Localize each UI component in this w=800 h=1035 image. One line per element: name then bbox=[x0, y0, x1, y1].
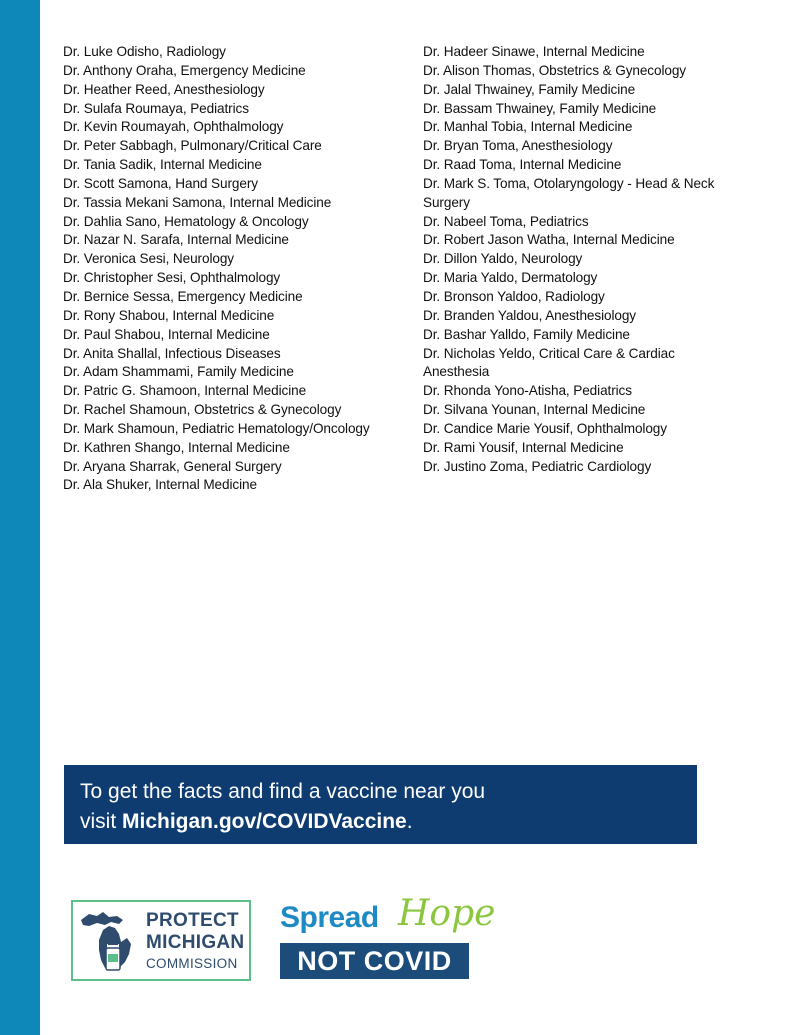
physician-list-item: Surgery bbox=[423, 194, 470, 210]
banner-line-2 bbox=[80, 807, 681, 837]
physician-list-item: Dr. Maria Yaldo, Dermatology bbox=[423, 270, 598, 286]
physician-list-item: Dr. Bryan Toma, Anesthesiology bbox=[423, 138, 613, 154]
physician-list-item: Dr. Kevin Roumayah, Ophthalmology bbox=[63, 119, 284, 135]
physician-list-item: Dr. Tania Sadik, Internal Medicine bbox=[63, 157, 262, 173]
spread-word: Spread bbox=[280, 901, 379, 934]
michigan-vaccine-icon bbox=[79, 908, 141, 976]
physician-list-item: Dr. Dahlia Sano, Hematology & Oncology bbox=[63, 213, 309, 229]
physician-list-item: Dr. Robert Jason Watha, Internal Medicine bbox=[423, 232, 675, 248]
physician-list-item: Dr. Ala Shuker, Internal Medicine bbox=[63, 477, 257, 493]
physician-list-item: Dr. Rony Shabou, Internal Medicine bbox=[63, 307, 275, 323]
physician-list-item: Dr. Dillon Yaldo, Neurology bbox=[423, 251, 583, 267]
physician-list-item: Dr. Branden Yaldou, Anesthesiology bbox=[423, 307, 636, 323]
physician-list-right bbox=[423, 43, 773, 476]
spread-hope-not-covid-logo bbox=[280, 893, 496, 980]
physician-list-item: Dr. Rhonda Yono-Atisha, Pediatrics bbox=[423, 383, 632, 399]
physician-list-item: Dr. Aryana Sharrak, General Surgery bbox=[63, 458, 282, 474]
pmc-line-michigan: MICHIGAN bbox=[146, 932, 245, 953]
vaccine-info-banner bbox=[64, 765, 697, 844]
physician-list-item: Dr. Christopher Sesi, Ophthalmology bbox=[63, 270, 281, 286]
physician-list-item: Dr. Bronson Yaldoo, Radiology bbox=[423, 288, 605, 304]
physician-list-item: Dr. Adam Shammami, Family Medicine bbox=[63, 364, 294, 380]
banner-line-1: To get the facts and find a vaccine near you bbox=[80, 780, 486, 803]
protect-michigan-commission-logo bbox=[71, 900, 251, 981]
physician-list-item: Dr. Raad Toma, Internal Medicine bbox=[423, 157, 622, 173]
pmc-line-protect: PROTECT bbox=[146, 910, 239, 931]
physician-list-item: Dr. Rachel Shamoun, Obstetrics & Gynecology bbox=[63, 402, 342, 418]
physician-list-item: Dr. Mark Shamoun, Pediatric Hematology/Oncology bbox=[63, 420, 370, 436]
physician-list-item: Dr. Bassam Thwainey, Family Medicine bbox=[423, 100, 657, 116]
physician-list-item: Dr. Nabeel Toma, Pediatrics bbox=[423, 213, 589, 229]
physician-list-item: Dr. Patric G. Shamoon, Internal Medicine bbox=[63, 383, 307, 399]
physician-list-item: Dr. Heather Reed, Anesthesiology bbox=[63, 81, 265, 97]
physician-list-item: Dr. Hadeer Sinawe, Internal Medicine bbox=[423, 44, 645, 59]
hope-word: Hope bbox=[398, 893, 496, 934]
physician-list-left bbox=[63, 43, 408, 495]
physician-list-item: Dr. Mark S. Toma, Otolaryngology - Head & Neck bbox=[423, 175, 715, 191]
physician-list-item: Dr. Paul Shabou, Internal Medicine bbox=[63, 326, 270, 342]
physician-list-item: Dr. Alison Thomas, Obstetrics & Gynecology bbox=[423, 62, 687, 78]
physician-list-item: Dr. Luke Odisho, Radiology bbox=[63, 44, 226, 59]
physician-list-item: Dr. Silvana Younan, Internal Medicine bbox=[423, 402, 646, 418]
physician-list-item: Dr. Bernice Sessa, Emergency Medicine bbox=[63, 288, 303, 304]
physician-list-item: Dr. Bashar Yalldo, Family Medicine bbox=[423, 326, 630, 342]
physician-list-item: Dr. Anita Shallal, Infectious Diseases bbox=[63, 345, 281, 361]
banner-period: . bbox=[406, 810, 413, 833]
physician-list-item: Anesthesia bbox=[423, 364, 490, 380]
physician-list-item: Dr. Veronica Sesi, Neurology bbox=[63, 251, 234, 267]
left-accent-bar bbox=[0, 0, 40, 1035]
physician-list-item: Dr. Kathren Shango, Internal Medicine bbox=[63, 439, 290, 455]
physician-list-item: Dr. Manhal Tobia, Internal Medicine bbox=[423, 119, 633, 135]
physician-list-item: Dr. Scott Samona, Hand Surgery bbox=[63, 175, 258, 191]
physician-list-item: Dr. Candice Marie Yousif, Ophthalmology bbox=[423, 420, 667, 436]
physician-list-item: Dr. Sulafa Roumaya, Pediatrics bbox=[63, 100, 249, 116]
physician-list-item: Dr. Jalal Thwainey, Family Medicine bbox=[423, 81, 636, 97]
physician-list-item: Dr. Rami Yousif, Internal Medicine bbox=[423, 439, 624, 455]
physician-list-item: Dr. Justino Zoma, Pediatric Cardiology bbox=[423, 458, 652, 474]
not-covid-bar: NOT COVID bbox=[280, 943, 469, 979]
physician-list-item: Dr. Tassia Mekani Samona, Internal Medicine bbox=[63, 194, 332, 210]
physician-list-item: Dr. Nicholas Yeldo, Critical Care & Cardiac bbox=[423, 345, 675, 361]
banner-visit-text: visit bbox=[80, 810, 122, 833]
physician-list-item: Dr. Nazar N. Sarafa, Internal Medicine bbox=[63, 232, 289, 248]
vaccine-site-link[interactable]: Michigan.gov/COVIDVaccine bbox=[122, 810, 407, 833]
physician-list-item: Dr. Anthony Oraha, Emergency Medicine bbox=[63, 62, 306, 78]
physician-list-item: Dr. Peter Sabbagh, Pulmonary/Critical Care bbox=[63, 138, 322, 154]
pmc-line-commission: COMMISSION bbox=[146, 956, 238, 971]
